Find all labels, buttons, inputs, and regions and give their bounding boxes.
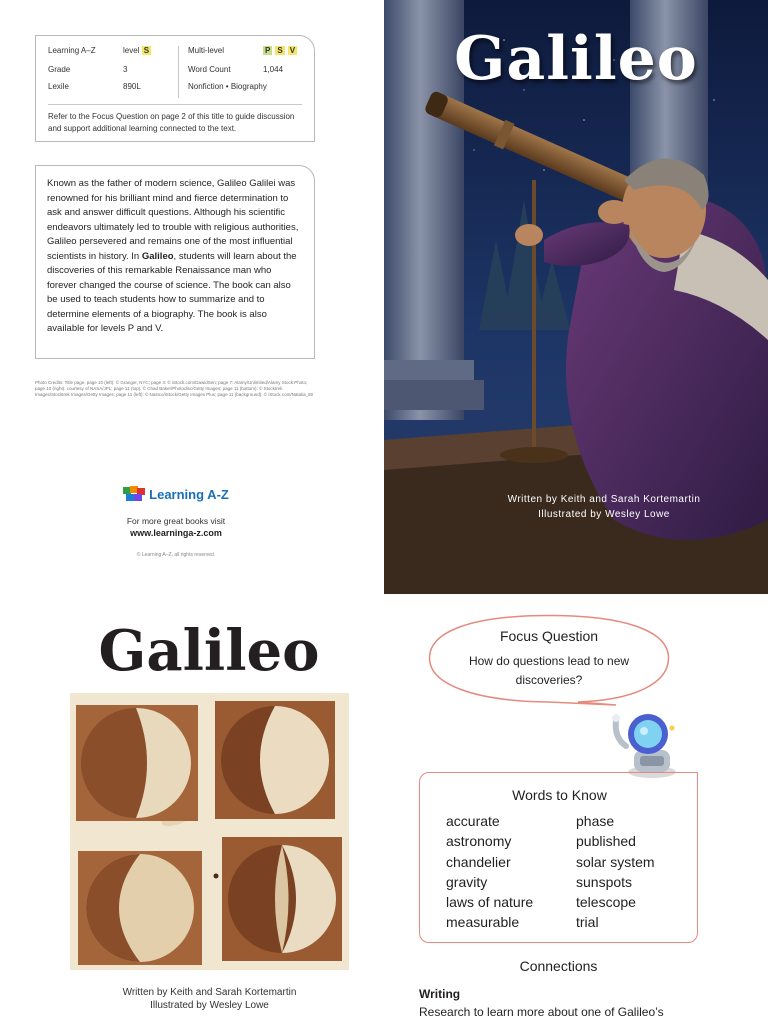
learning-az-logo-text: Learning A-Z	[149, 486, 229, 502]
learning-az-logo	[96, 484, 256, 504]
author-credit: Written by Keith and Sarah Kortemartin	[122, 987, 297, 998]
info-row-grade	[48, 65, 302, 79]
vocab-word: phase	[576, 813, 615, 829]
writing-heading: Writing	[419, 987, 461, 1001]
focus-question-title: Focus Question	[499, 628, 599, 644]
level-info-box	[35, 35, 315, 142]
publisher-block	[96, 484, 256, 558]
copyright: © Learning A–Z, all rights reserved.	[136, 552, 216, 558]
words-to-know-title: Words to Know	[512, 787, 607, 803]
focus-question-text: How do questions lead to new discoveries?	[468, 654, 630, 687]
vocab-column-1	[446, 811, 533, 933]
summary-text: Known as the father of modern science, Galileo Galilei was renowned for his brilliant mind and fierce determination to ask and answer difficult questions. Although his scientific endeavors ultimately led to trouble with religious authorities, Galileo persevered and remains one of the most influential scientists in history. In	[47, 178, 299, 262]
summary-text: , students will learn about the discoveries of this remarkable Renaissance man who forever changed the course of science. The book can also be used to teach students how to summarize and to determine elements of a biography. The book is also available for levels P and V.	[47, 250, 297, 334]
vocab-word: gravity	[446, 873, 488, 890]
vocab-word: telescope	[576, 894, 636, 911]
info-value: 1,044	[263, 65, 284, 74]
vocab-word: solar system	[576, 853, 655, 870]
vocab-word: astronomy	[446, 833, 512, 850]
photo-credits: Photo Credits: Title page, page 10 (left): © Granger, NYC; page 4: © iStock.com/DawidSen; page 7: Alamy/Unlimited/Alamy Stock Photo; page 10 (right): courtesy of NASA/JPL; page 11 (top): © Chad Baker/Photodisc/Getty Images; page 11 (bottom): © Stocktrek Images/Stocktrek Images/Getty Images; page 11 (left): © Nastco/iStock/Getty Images Plus; page 11 (background): © iStock.com/Natalia_80	[35, 380, 314, 397]
info-value: level S	[123, 46, 150, 55]
website-link[interactable]: www.learninga-z.com	[130, 528, 222, 538]
info-label: Nonfiction • Biography	[188, 82, 267, 91]
book-summary	[35, 165, 315, 359]
info-label: Word Count	[188, 65, 231, 74]
info-label: Learning A–Z	[48, 46, 96, 55]
info-value: 890L	[123, 82, 141, 91]
info-row-level	[48, 46, 302, 60]
summary-book-title: Galileo	[141, 250, 174, 262]
info-label: Lexile	[48, 82, 69, 91]
multi-level-badges	[263, 46, 300, 55]
author-credit: Written by Keith and Sarah Kortemartin	[507, 494, 701, 505]
info-value: 3	[123, 65, 128, 74]
level-badge: V	[289, 46, 296, 55]
vocab-word: sunspots	[576, 873, 633, 890]
level-badge: P	[265, 46, 271, 55]
level-badge: S	[277, 46, 283, 55]
vocab-word: accurate	[446, 813, 500, 829]
vocab-word: laws of nature	[446, 894, 534, 911]
divider	[48, 104, 302, 105]
vocab-word: chandelier	[446, 853, 511, 870]
title-page-title: Galileo	[98, 618, 320, 684]
moon-phases-drawing	[70, 693, 349, 970]
title-page-credits	[70, 986, 349, 1012]
robot-mascot-icon	[604, 712, 684, 780]
cover-page	[384, 0, 768, 594]
focus-reference-note: Refer to the Focus Question on page 2 of this title to guide discussion and support additional learning connected to the text.	[48, 112, 295, 133]
focus-question-bubble	[428, 614, 670, 706]
info-label: Grade	[48, 65, 71, 74]
cover-credits	[464, 492, 744, 522]
info-label: Multi-level	[188, 46, 225, 55]
vocab-word: trial	[576, 914, 599, 931]
vocab-word: measurable	[446, 914, 520, 931]
level-badge: S	[143, 46, 150, 55]
illustrator-credit: Illustrated by Wesley Lowe	[538, 509, 670, 520]
vocab-column-2	[576, 811, 655, 933]
learning-az-logo-icon	[123, 486, 145, 502]
cover-title: Galileo	[454, 24, 698, 94]
info-row-lexile	[48, 82, 302, 96]
more-books-text: For more great books visit	[126, 516, 226, 526]
writing-prompt: Research to learn more about one of Galileo’s	[419, 1005, 664, 1019]
words-to-know-box	[419, 772, 698, 943]
illustrator-credit: Illustrated by Wesley Lowe	[150, 1000, 269, 1011]
connections-title: Connections	[519, 958, 598, 974]
vocab-word: published	[576, 833, 636, 850]
